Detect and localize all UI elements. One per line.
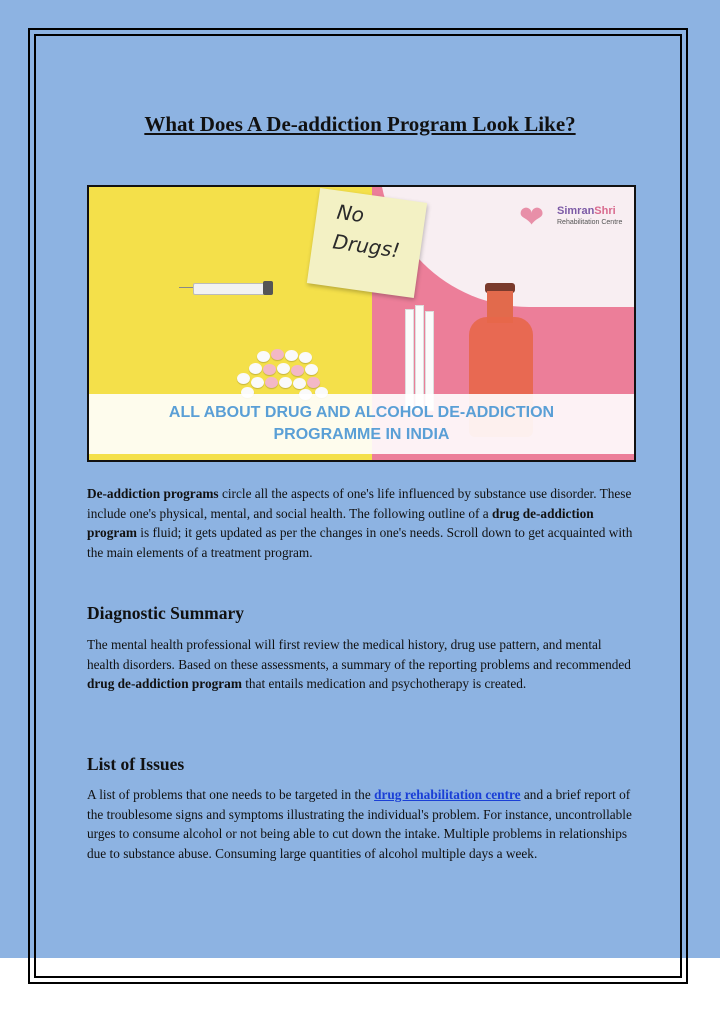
- diagnostic-text-1: The mental health professional will first review the medical history, drug use pattern, and mental health disorders. Based on these assessments, a summary of the reporting problems and recommended: [87, 637, 631, 672]
- issues-text-1: A list of problems that one needs to be targeted in the: [87, 787, 375, 802]
- brand-logo: [519, 197, 636, 241]
- drug-rehabilitation-centre-link[interactable]: drug rehabilitation centre: [374, 787, 521, 802]
- logo-subtitle: Rehabilitation Centre: [557, 219, 623, 226]
- list-of-issues-paragraph: [87, 785, 637, 863]
- section-heading-diagnostic-summary: Diagnostic Summary: [87, 603, 245, 623]
- logo-name: [557, 205, 616, 217]
- banner-line-1: ALL ABOUT DRUG AND ALCOHOL DE-ADDICTION: [168, 404, 555, 421]
- logo-name-part1: Simran: [557, 205, 595, 217]
- logo-name-part2: Shri: [594, 205, 616, 217]
- diagnostic-summary-paragraph: [87, 635, 637, 694]
- hero-image: [87, 185, 636, 462]
- section-heading-list-of-issues: List of Issues: [87, 754, 185, 774]
- page-title: What Does A De-addiction Program Look Like?: [144, 112, 576, 136]
- sticky-note: [307, 188, 427, 298]
- intro-text-1: circle all the aspects of one's life influenced by substance use disorder. These include one's physical, mental, and social health. The following outline of a: [87, 486, 632, 521]
- intro-text-2: is fluid; it gets updated as per the changes in one's needs. Scroll down to get acquainted with the main elements of a treatment program.: [87, 525, 633, 560]
- intro-bold-1: De-addiction programs: [87, 486, 219, 501]
- intro-bold-2: drug de-addiction program: [87, 505, 594, 540]
- banner-line-2: PROGRAMME IN INDIA: [273, 426, 450, 443]
- diagnostic-bold-1: drug de-addiction program: [87, 676, 242, 691]
- diagnostic-text-2: that entails medication and psychotherapy is created.: [241, 676, 527, 691]
- sticky-note-text: No Drugs!: [331, 199, 402, 263]
- syringe-icon: [179, 281, 275, 295]
- heart-logo-icon: ❤: [519, 201, 545, 234]
- intro-paragraph: [87, 484, 637, 562]
- hero-banner: [89, 394, 634, 454]
- issues-text-2: and a brief report of the troublesome signs and symptoms illustrating the individual's problem. For instance, uncontrollable urges to consume alcohol or not being able to cut down the intake. Multiple problems in relationships due to substance abuse. Consuming large quantities of alcohol multiple days a week.: [87, 787, 632, 861]
